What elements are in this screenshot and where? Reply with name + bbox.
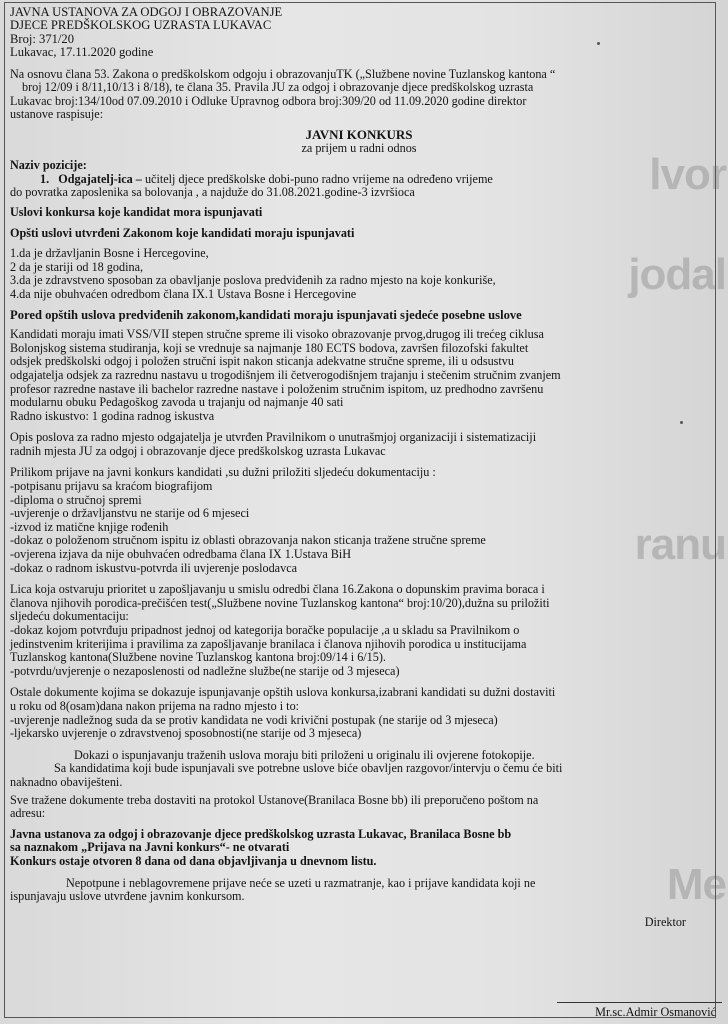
priority-section bbox=[10, 583, 708, 678]
issuer-header bbox=[10, 6, 708, 60]
intro-line: ustanove raspisuje: bbox=[10, 107, 104, 122]
bleed-through-text: lvor jodal ranu Me bbox=[628, 150, 726, 909]
list-item: 1.da je državljanin Bosne i Hercegovine, bbox=[10, 246, 209, 261]
text-line: naknadno obaviješteni. bbox=[10, 774, 123, 789]
general-conditions-heading: Opšti uslovi utvrđeni Zakonom koje kandidati moraju ispunjavati bbox=[10, 225, 355, 240]
list-item: -ovjerena izjava da nije obuhvaćen odredbama člana IX 1.Ustava BiH bbox=[10, 547, 352, 562]
text-line: sljedeću dokumentaciju: bbox=[10, 609, 129, 624]
document-date: Lukavac, 17.11.2020 godine bbox=[10, 45, 154, 60]
text-line: Sa kandidatima koji bude ispunjavali sve potrebne uslove biće obavljen razgovor/intervju o čemu će biti bbox=[54, 761, 563, 776]
list-item: 4.da nije obuhvaćen odredbom člana IX.1 Ustava Bosne i Hercegovine bbox=[10, 286, 357, 301]
position-number: 1. bbox=[40, 171, 50, 186]
signature-title: Direktor bbox=[644, 914, 686, 929]
list-item: 2 da je stariji od 18 godina, bbox=[10, 259, 144, 274]
text-line: -dokaz kojom potvrđuju pripadnost jednoj od kategorija boračke populacije ,a u skladu sa Pravilnikom o bbox=[10, 623, 520, 637]
text-line: jedinstvenim kriterijima i pravilima za zapošljavanje branilaca i članova njihovih porodica u institucijama bbox=[10, 636, 527, 651]
list-item: -diploma o stručnoj spremi bbox=[10, 492, 142, 507]
issuer-line-2: DJECE PREDŠKOLSKOG UZRASTA LUKAVAC bbox=[10, 18, 272, 33]
position-title: Odgajatelj-ica – bbox=[58, 171, 142, 186]
list-item: -dokaz o radnom iskustvu-potvrda ili uvjerenje poslodavca bbox=[10, 560, 298, 575]
print-speck bbox=[597, 42, 600, 45]
intro-paragraph bbox=[10, 68, 708, 122]
incomplete-applications-note bbox=[10, 877, 708, 904]
special-conditions-text bbox=[10, 328, 708, 423]
text-line: odsjek predškolski odgoj i položen stručni ispit nakon sticanja adekvatne stručne spreme, ili u odsustvu bbox=[10, 354, 514, 369]
proof-note: Dokazi o ispunjavanju traženih uslova moraju biti priloženi u originalu ili ovjerene fotokopije. bbox=[74, 747, 535, 762]
submission-note bbox=[10, 794, 708, 821]
text-line: Opis poslova za radno mjesto odgajatelja je utvrđen Pravilnikom o unutrašmjoj organizaciji i sistematizaciji bbox=[10, 430, 537, 445]
general-conditions-list bbox=[10, 247, 708, 301]
text-line: Sve tražene dokumente treba dostaviti na protokol Ustanove(Branilaca Bosne bb) ili preporučeno poštom na bbox=[10, 792, 539, 807]
mailing-address bbox=[10, 828, 708, 869]
signature-line bbox=[557, 1002, 722, 1003]
conditions-heading: Uslovi konkursa koje kandidat mora ispunjavati bbox=[10, 204, 263, 219]
text-line: u roku od 8(osam)dana nakon prijema na radno mjesto i to: bbox=[10, 698, 300, 713]
position-description: učitelj djece predškolske dobi-puno radno vrijeme na određeno vrijeme bbox=[141, 171, 493, 186]
text-line: sa naznakom „Prijava na Javni konkurs“- ne otvarati bbox=[10, 840, 290, 855]
documentation-intro: Prilikom prijave na javni konkurs kandidati ,su dužni priložiti sljedeću dokumentaciju : bbox=[10, 465, 436, 480]
signature-name: Mr.sc.Admir Osmanović bbox=[595, 1005, 716, 1019]
job-description bbox=[10, 431, 708, 458]
text-line: -ljekarsko uvjerenje o zdravstvenoj sposobnosti(ne starije od 3 mjeseca) bbox=[10, 726, 362, 741]
intro-line: broj 12/09 i 8/11,10/13 i 8/18), te člana 35. Pravila JU za odgoj i obrazovanje djece predškolskog uzrasta bbox=[22, 80, 534, 95]
list-item: -dokaz o položenom stručnom ispitu iz oblasti obrazovanja nakon sticanja tražene stručne spreme bbox=[10, 533, 486, 548]
text-line: Javna ustanova za odgoj i obrazovanje djece predškolskog uzrasta Lukavac, Branilaca Bosne bb bbox=[10, 826, 512, 841]
interview-note bbox=[10, 762, 708, 789]
list-item: 3.da je zdravstveno sposoban za obavljanje poslova predviđenih za radno mjesto na koje konkuriše, bbox=[10, 273, 496, 288]
intro-line: Lukavac broj:134/10od 07.09.2010 i Odluke Upravnog odbora broj:309/20 od 11.09.2020 godine direktor bbox=[10, 93, 527, 108]
text-line: -uvjerenje nadležnog suda da se protiv kandidata ne vodi krivični postupak (ne starije od 3 mjeseca) bbox=[10, 712, 498, 727]
intro-line: Na osnovu člana 53. Zakona o predškolskom odgoju i obrazovanjuTK („Službene novine Tuzlanskog kantona “ bbox=[10, 66, 556, 81]
position-line-1 bbox=[10, 173, 708, 187]
text-line: adresu: bbox=[10, 806, 46, 821]
text-line: Kandidati moraju imati VSS/VII stepen stručne spreme ili visoko obrazovanje prvog,drugog ili trećeg ciklusa bbox=[10, 327, 544, 342]
text-line: ispunjavaju uslove utvrđene javnim konkursom. bbox=[10, 889, 245, 904]
text-line: profesor razredne nastave ili bachelor razredne nastave i položenim stručnim ispitom, uz predhodno završenu bbox=[10, 381, 544, 396]
print-speck bbox=[680, 421, 683, 424]
text-line: odgajatelja odsjek za razrednu nastavu u trogodišnjem ili četverogodišnjem trajanju i stečenim stručnim zvanjem bbox=[10, 367, 561, 382]
document-subtitle: za prijem u radni odnos bbox=[301, 140, 417, 155]
documentation-list bbox=[10, 480, 708, 575]
text-line: radnih mjesta JU za odgoj i obrazovanje djece predškolskog uzrasta Lukavac bbox=[10, 443, 386, 458]
text-line: Ostale dokumente kojima se dokazuje ispunjavanje opštih uslova konkursa,izabrani kandidati su dužni dostaviti bbox=[10, 685, 556, 700]
special-conditions-heading: Pored opštih uslova predviđenih zakonom,kandidati moraju ispunjavati sjedeće posebne uslove bbox=[10, 307, 522, 322]
text-line: Nepotpune i neblagovremene prijave neće se uzeti u razmatranje, kao i prijave kandidata koji ne bbox=[66, 875, 536, 890]
text-line: Radno iskustvo: 1 godina radnog iskustva bbox=[10, 408, 215, 423]
text-line: -potvrdu/uvjerenje o nezaposlenosti od nadležne službe(ne starije od 3 mjeseca) bbox=[10, 663, 400, 678]
text-line: Tuzlanskog kantona(Službene novine Tuzlanskog kantona broj:09/14 i 6/15). bbox=[10, 650, 386, 665]
text-line: modularnu obuku Pedagoškog zavoda u trajanju od najmanje 40 sati bbox=[10, 395, 344, 410]
text-line: Bolonjskog sistema studiranja, koji se vrednuje sa najmanje 180 ECTS bodova, završen filozofski fakultet bbox=[10, 340, 529, 355]
document-number: Broj: 371/20 bbox=[10, 31, 75, 46]
text-line: Lica koja ostvaruju prioritet u zapošljavanju u smislu odredbi člana 16.Zakona o dopunskim pravima boraca i bbox=[10, 582, 545, 597]
position-heading: Naziv pozicije: bbox=[10, 158, 87, 173]
text-line: Konkurs ostaje otvoren 8 dana od dana objavljivanja u dnevnom listu. bbox=[10, 853, 377, 868]
other-documents-section bbox=[10, 686, 708, 740]
list-item: -potpisanu prijavu sa kraćom biografijom bbox=[10, 479, 213, 494]
issuer-line-1: JAVNA USTANOVA ZA ODGOJ I OBRAZOVANJE bbox=[10, 5, 283, 19]
position-line-2: do povratka zaposlenika sa bolovanja , a najduže do 31.08.2021.godine-3 izvršioca bbox=[10, 185, 415, 200]
list-item: -uvjerenje o državljanstvu ne starije od 6 mjeseci bbox=[10, 506, 250, 521]
document-title: JAVNI KONKURS bbox=[305, 127, 413, 142]
list-item: -izvod iz matične knjige rođenih bbox=[10, 519, 169, 534]
text-line: članova njihovih porodica-prečišćen test(„Službene novine Tuzlanskog kantona“ broj:10/20),dužna su priložiti bbox=[10, 595, 550, 610]
